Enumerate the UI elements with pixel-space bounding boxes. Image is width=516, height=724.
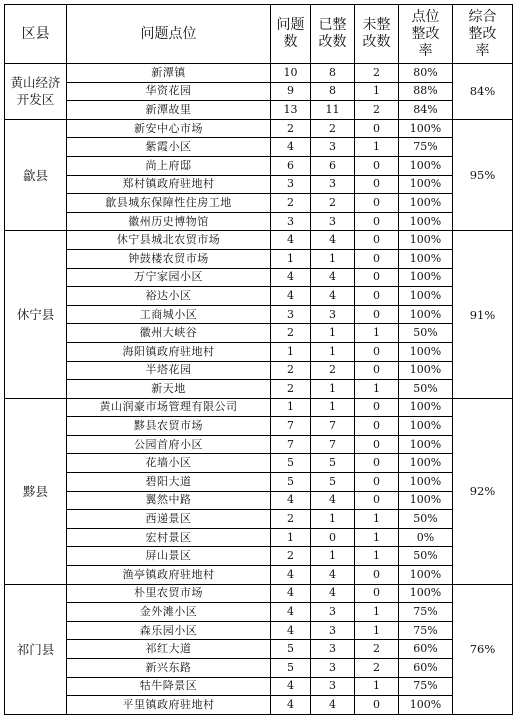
issue-count-cell: 3 <box>271 175 311 194</box>
fixed-count-cell: 3 <box>311 659 355 678</box>
location-rate-cell: 100% <box>399 361 453 380</box>
location-cell: 新潭镇 <box>67 64 271 83</box>
location-cell: 朴里农贸市场 <box>67 584 271 603</box>
fixed-count-cell: 2 <box>311 361 355 380</box>
issue-count-cell: 1 <box>271 398 311 417</box>
fixed-count-cell: 5 <box>311 454 355 473</box>
issue-count-cell: 1 <box>271 528 311 547</box>
header-rate-line: 率 <box>418 42 433 59</box>
issue-count-cell: 1 <box>271 342 311 361</box>
issue-count-cell: 3 <box>271 305 311 324</box>
county-name: 祁门县 <box>16 641 55 657</box>
unfixed-count-cell: 1 <box>355 82 399 101</box>
issue-count-cell: 6 <box>271 156 311 175</box>
location-cell: 碧阳大道 <box>67 473 271 492</box>
issue-count-cell: 4 <box>271 696 311 715</box>
header-unfixed-line: 未整 <box>362 17 391 33</box>
unfixed-count-cell: 2 <box>355 101 399 120</box>
issue-count-cell: 5 <box>271 640 311 659</box>
location-cell: 歙县城东保障性住房工地 <box>67 194 271 213</box>
fixed-count-cell: 3 <box>311 621 355 640</box>
location-rate-cell: 100% <box>399 305 453 324</box>
fixed-count-cell: 4 <box>311 231 355 250</box>
table-row <box>5 473 513 492</box>
unfixed-count-cell: 1 <box>355 677 399 696</box>
location-cell: 牯牛降景区 <box>67 677 271 696</box>
header-issues <box>271 5 311 64</box>
location-cell: 森乐园小区 <box>67 621 271 640</box>
header-county: 区县 <box>5 5 67 64</box>
location-cell: 宏村景区 <box>67 528 271 547</box>
table-header <box>5 5 513 64</box>
location-cell: 钟鼓楼农贸市场 <box>67 249 271 268</box>
location-rate-cell: 75% <box>399 621 453 640</box>
table-body <box>5 64 513 715</box>
table-row <box>5 82 513 101</box>
header-issues-line: 问题 <box>276 17 305 33</box>
header-rate <box>399 5 453 64</box>
fixed-count-cell: 5 <box>311 473 355 492</box>
county-cell <box>5 231 67 398</box>
table-row <box>5 287 513 306</box>
location-rate-cell: 75% <box>399 677 453 696</box>
table-row <box>5 528 513 547</box>
table-row <box>5 584 513 603</box>
unfixed-count-cell: 0 <box>355 491 399 510</box>
fixed-count-cell: 8 <box>311 82 355 101</box>
issue-count-cell: 4 <box>271 138 311 157</box>
table-row <box>5 231 513 250</box>
county-cell <box>5 64 67 120</box>
table-row <box>5 361 513 380</box>
header-unfixed <box>355 5 399 64</box>
county-cell <box>5 119 67 231</box>
location-cell: 裕达小区 <box>67 287 271 306</box>
table-row <box>5 175 513 194</box>
fixed-count-cell: 1 <box>311 547 355 566</box>
county-name: 黟县 <box>22 483 48 499</box>
issue-count-cell: 5 <box>271 473 311 492</box>
header-overall-line: 综合 <box>468 8 497 25</box>
unfixed-count-cell: 0 <box>355 249 399 268</box>
fixed-count-cell: 0 <box>311 528 355 547</box>
fixed-count-cell: 2 <box>311 119 355 138</box>
location-rate-cell: 100% <box>399 156 453 175</box>
location-rate-cell: 75% <box>399 138 453 157</box>
location-rate-cell: 100% <box>399 454 453 473</box>
location-cell: 海阳镇政府驻地村 <box>67 342 271 361</box>
fixed-count-cell: 11 <box>311 101 355 120</box>
location-cell: 屏山景区 <box>67 547 271 566</box>
fixed-count-cell: 3 <box>311 138 355 157</box>
location-rate-cell: 100% <box>399 398 453 417</box>
header-overall-line: 整改 <box>468 25 497 42</box>
location-rate-cell: 100% <box>399 119 453 138</box>
issue-count-cell: 9 <box>271 82 311 101</box>
county-cell <box>5 584 67 714</box>
location-rate-cell: 100% <box>399 435 453 454</box>
fixed-count-cell: 1 <box>311 324 355 343</box>
location-cell: 半塔花园 <box>67 361 271 380</box>
issue-count-cell: 2 <box>271 194 311 213</box>
header-row <box>5 5 513 64</box>
unfixed-count-cell: 1 <box>355 603 399 622</box>
fixed-count-cell: 1 <box>311 249 355 268</box>
header-location: 问题点位 <box>67 5 271 64</box>
header-issues-line: 数 <box>283 34 298 50</box>
fixed-count-cell: 8 <box>311 64 355 83</box>
header-rate-line: 点位 <box>411 8 440 25</box>
location-cell: 华资花园 <box>67 82 271 101</box>
county-name: 黄山经济 <box>10 75 61 91</box>
header-overall-line: 率 <box>475 42 490 59</box>
issue-count-cell: 2 <box>271 510 311 529</box>
fixed-count-cell: 7 <box>311 435 355 454</box>
location-cell: 新安中心市场 <box>67 119 271 138</box>
unfixed-count-cell: 0 <box>355 156 399 175</box>
location-cell: 尚上府邸 <box>67 156 271 175</box>
issue-count-cell: 2 <box>271 547 311 566</box>
county-name: 歙县 <box>22 167 48 183</box>
fixed-count-cell: 3 <box>311 212 355 231</box>
issue-count-cell: 4 <box>271 584 311 603</box>
unfixed-count-cell: 0 <box>355 417 399 436</box>
location-rate-cell: 75% <box>399 603 453 622</box>
table-row <box>5 696 513 715</box>
table-row <box>5 566 513 585</box>
header-overall-rate <box>453 5 513 64</box>
overall-rate-cell: 91% <box>453 231 513 398</box>
location-rate-cell: 50% <box>399 324 453 343</box>
location-rate-cell: 100% <box>399 342 453 361</box>
location-cell: 徽州大峡谷 <box>67 324 271 343</box>
unfixed-count-cell: 0 <box>355 305 399 324</box>
issue-count-cell: 2 <box>271 361 311 380</box>
county-name: 休宁县 <box>16 307 55 323</box>
table-row <box>5 268 513 287</box>
table-row <box>5 101 513 120</box>
header-unfixed-line: 改数 <box>362 34 391 50</box>
location-cell: 黟县农贸市场 <box>67 417 271 436</box>
table-row <box>5 64 513 83</box>
location-rate-cell: 80% <box>399 64 453 83</box>
table-row <box>5 398 513 417</box>
table-row <box>5 212 513 231</box>
unfixed-count-cell: 1 <box>355 324 399 343</box>
location-rate-cell: 60% <box>399 659 453 678</box>
location-rate-cell: 100% <box>399 584 453 603</box>
table-row <box>5 659 513 678</box>
fixed-count-cell: 3 <box>311 175 355 194</box>
location-rate-cell: 0% <box>399 528 453 547</box>
location-rate-cell: 100% <box>399 194 453 213</box>
overall-rate-cell: 95% <box>453 119 513 231</box>
location-rate-cell: 100% <box>399 231 453 250</box>
unfixed-count-cell: 0 <box>355 361 399 380</box>
issue-count-cell: 4 <box>271 603 311 622</box>
overall-rate-cell: 76% <box>453 584 513 714</box>
location-rate-cell: 84% <box>399 101 453 120</box>
table-row <box>5 380 513 399</box>
unfixed-count-cell: 0 <box>355 454 399 473</box>
issue-count-cell: 4 <box>271 621 311 640</box>
issue-count-cell: 4 <box>271 287 311 306</box>
location-cell: 工商城小区 <box>67 305 271 324</box>
fixed-count-cell: 3 <box>311 640 355 659</box>
issue-count-cell: 5 <box>271 454 311 473</box>
location-cell: 黄山润豪市场管理有限公司 <box>67 398 271 417</box>
unfixed-count-cell: 0 <box>355 287 399 306</box>
unfixed-count-cell: 1 <box>355 380 399 399</box>
table-row <box>5 249 513 268</box>
rectification-table-container <box>4 4 513 715</box>
location-rate-cell: 100% <box>399 287 453 306</box>
fixed-count-cell: 1 <box>311 510 355 529</box>
unfixed-count-cell: 0 <box>355 473 399 492</box>
table-row <box>5 305 513 324</box>
fixed-count-cell: 3 <box>311 677 355 696</box>
unfixed-count-cell: 0 <box>355 268 399 287</box>
location-rate-cell: 100% <box>399 417 453 436</box>
unfixed-count-cell: 1 <box>355 528 399 547</box>
county-name: 开发区 <box>16 92 55 108</box>
location-rate-cell: 50% <box>399 510 453 529</box>
issue-count-cell: 4 <box>271 231 311 250</box>
location-cell: 渔亭镇政府驻地村 <box>67 566 271 585</box>
unfixed-count-cell: 0 <box>355 566 399 585</box>
overall-rate-cell: 92% <box>453 398 513 584</box>
location-cell: 公园首府小区 <box>67 435 271 454</box>
fixed-count-cell: 6 <box>311 156 355 175</box>
unfixed-count-cell: 0 <box>355 231 399 250</box>
location-rate-cell: 50% <box>399 380 453 399</box>
fixed-count-cell: 4 <box>311 491 355 510</box>
location-rate-cell: 100% <box>399 268 453 287</box>
issue-count-cell: 4 <box>271 566 311 585</box>
location-rate-cell: 100% <box>399 473 453 492</box>
table-row <box>5 417 513 436</box>
location-cell: 万宁家园小区 <box>67 268 271 287</box>
unfixed-count-cell: 1 <box>355 547 399 566</box>
header-fixed <box>311 5 355 64</box>
issue-count-cell: 2 <box>271 380 311 399</box>
location-cell: 西递景区 <box>67 510 271 529</box>
fixed-count-cell: 4 <box>311 584 355 603</box>
table-row <box>5 621 513 640</box>
table-row <box>5 491 513 510</box>
header-rate-line: 整改 <box>411 25 440 42</box>
issue-count-cell: 5 <box>271 659 311 678</box>
table-row <box>5 138 513 157</box>
location-rate-cell: 100% <box>399 212 453 231</box>
location-cell: 花墙小区 <box>67 454 271 473</box>
table-row <box>5 510 513 529</box>
unfixed-count-cell: 0 <box>355 194 399 213</box>
location-rate-cell: 100% <box>399 249 453 268</box>
table-row <box>5 454 513 473</box>
location-rate-cell: 60% <box>399 640 453 659</box>
fixed-count-cell: 4 <box>311 566 355 585</box>
fixed-count-cell: 2 <box>311 194 355 213</box>
unfixed-count-cell: 0 <box>355 696 399 715</box>
location-cell: 翼然中路 <box>67 491 271 510</box>
fixed-count-cell: 4 <box>311 287 355 306</box>
fixed-count-cell: 3 <box>311 603 355 622</box>
unfixed-count-cell: 0 <box>355 342 399 361</box>
location-cell: 平里镇政府驻地村 <box>67 696 271 715</box>
unfixed-count-cell: 1 <box>355 621 399 640</box>
unfixed-count-cell: 0 <box>355 212 399 231</box>
fixed-count-cell: 7 <box>311 417 355 436</box>
overall-rate-cell: 84% <box>453 64 513 120</box>
fixed-count-cell: 4 <box>311 696 355 715</box>
location-cell: 新潭故里 <box>67 101 271 120</box>
issue-count-cell: 4 <box>271 491 311 510</box>
unfixed-count-cell: 2 <box>355 640 399 659</box>
location-cell: 徽州历史博物馆 <box>67 212 271 231</box>
header-fixed-line: 改数 <box>318 34 347 50</box>
issue-count-cell: 4 <box>271 677 311 696</box>
location-cell: 郑村镇政府驻地村 <box>67 175 271 194</box>
fixed-count-cell: 1 <box>311 342 355 361</box>
unfixed-count-cell: 1 <box>355 138 399 157</box>
unfixed-count-cell: 0 <box>355 398 399 417</box>
location-cell: 新兴东路 <box>67 659 271 678</box>
issue-count-cell: 10 <box>271 64 311 83</box>
header-fixed-line: 已整 <box>318 17 347 33</box>
location-rate-cell: 100% <box>399 175 453 194</box>
fixed-count-cell: 4 <box>311 268 355 287</box>
rectification-table <box>4 4 513 715</box>
issue-count-cell: 1 <box>271 249 311 268</box>
issue-count-cell: 2 <box>271 119 311 138</box>
location-rate-cell: 50% <box>399 547 453 566</box>
unfixed-count-cell: 0 <box>355 435 399 454</box>
unfixed-count-cell: 2 <box>355 659 399 678</box>
fixed-count-cell: 1 <box>311 398 355 417</box>
unfixed-count-cell: 0 <box>355 584 399 603</box>
table-row <box>5 194 513 213</box>
location-cell: 紫霞小区 <box>67 138 271 157</box>
location-rate-cell: 100% <box>399 696 453 715</box>
table-row <box>5 603 513 622</box>
issue-count-cell: 13 <box>271 101 311 120</box>
location-cell: 金外滩小区 <box>67 603 271 622</box>
location-cell: 休宁县城北农贸市场 <box>67 231 271 250</box>
issue-count-cell: 4 <box>271 268 311 287</box>
issue-count-cell: 7 <box>271 417 311 436</box>
unfixed-count-cell: 0 <box>355 175 399 194</box>
fixed-count-cell: 1 <box>311 380 355 399</box>
table-row <box>5 324 513 343</box>
location-rate-cell: 88% <box>399 82 453 101</box>
table-row <box>5 640 513 659</box>
issue-count-cell: 2 <box>271 324 311 343</box>
issue-count-cell: 3 <box>271 212 311 231</box>
table-row <box>5 547 513 566</box>
location-cell: 新天地 <box>67 380 271 399</box>
table-row <box>5 342 513 361</box>
unfixed-count-cell: 1 <box>355 510 399 529</box>
location-rate-cell: 100% <box>399 491 453 510</box>
table-row <box>5 435 513 454</box>
county-cell <box>5 398 67 584</box>
table-row <box>5 677 513 696</box>
fixed-count-cell: 3 <box>311 305 355 324</box>
table-row <box>5 156 513 175</box>
unfixed-count-cell: 0 <box>355 119 399 138</box>
location-rate-cell: 100% <box>399 566 453 585</box>
location-cell: 祁红大道 <box>67 640 271 659</box>
issue-count-cell: 7 <box>271 435 311 454</box>
table-row <box>5 119 513 138</box>
unfixed-count-cell: 2 <box>355 64 399 83</box>
